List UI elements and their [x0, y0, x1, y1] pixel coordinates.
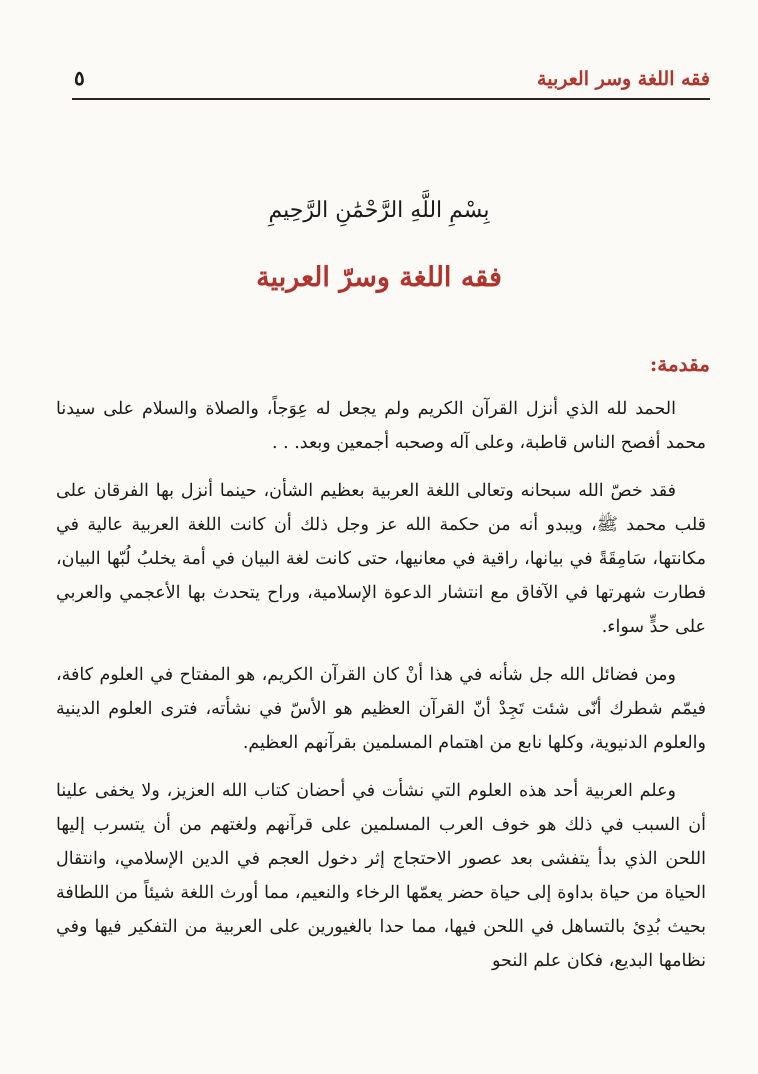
body-text	[56, 392, 706, 992]
basmala: بِسْمِ اللَّهِ الرَّحْمَٰنِ الرَّحِيمِ	[268, 198, 490, 223]
chapter-title: فقه اللغة وسرّ العربية	[256, 262, 502, 293]
running-header	[72, 64, 710, 100]
paragraph: الحمد لله الذي أنزل القرآن الكريم ولم يجعل له عِوَجاً، والصلاة والسلام على سيدنا محمد أفصح الناس قاطبة، وعلى آله وصحبه أجمعين وبعد. . .	[56, 399, 706, 453]
section-heading: مقدمة:	[649, 352, 710, 376]
paragraph: وعلم العربية أحد هذه العلوم التي نشأت في أحضان كتاب الله العزيز، ولا يخفى علينا أن السبب في ذلك هو خوف العرب المسلمين على قرآنهم ولغتهم من أن يتسرب إليها اللحن الذي بدأ يتفشى بعد عصور الاحتجاج إثر دخول العجم في الدين الإسلامي، وانتقال الحياة من حياة بداوة إلى حياة حضر يعمّها الرخاء والنعيم، مما أورث اللغة شيئاً من اللطافة بحيث بُدِئ بالتساهل في اللحن فيها، مما حدا بالغيورين على العربية من التفكير فيها وفي نظامها البديع، فكان علم النحو	[56, 781, 706, 971]
paragraph: فقد خصّ الله سبحانه وتعالى اللغة العربية بعظيم الشأن، حينما أنزل بها الفرقان على قلب محمد ﷺ، ويبدو أنه من حكمة الله عز وجل ذلك أن كانت اللغة العربية عالية في مكانتها، سَامِقَةً في بيانها، راقية في معانيها، حتى كانت لغة البيان في أمة يخلبُ لُبّها البيان، فطارت شهرتها في الآفاق مع انتشار الدعوة الإسلامية، وراح يتحدث بها الأعجمي والعربي على حدٍّ سواء.	[56, 481, 706, 637]
running-title: فقه اللغة وسر العربية	[537, 68, 710, 90]
page-number: ٥	[74, 66, 85, 90]
paragraph: ومن فضائل الله جل شأنه في هذا أنْ كان القرآن الكريم، هو المفتاح في العلوم كافة، فيمّم شطرك أنّى شئت تَجِدْ أنّ القرآن العظيم هو الأسّ في نشأته، فترى العلوم الدينية والعلوم الدنيوية، وكلها نابع من اهتمام المسلمين بقرآنهم العظيم.	[56, 665, 706, 753]
